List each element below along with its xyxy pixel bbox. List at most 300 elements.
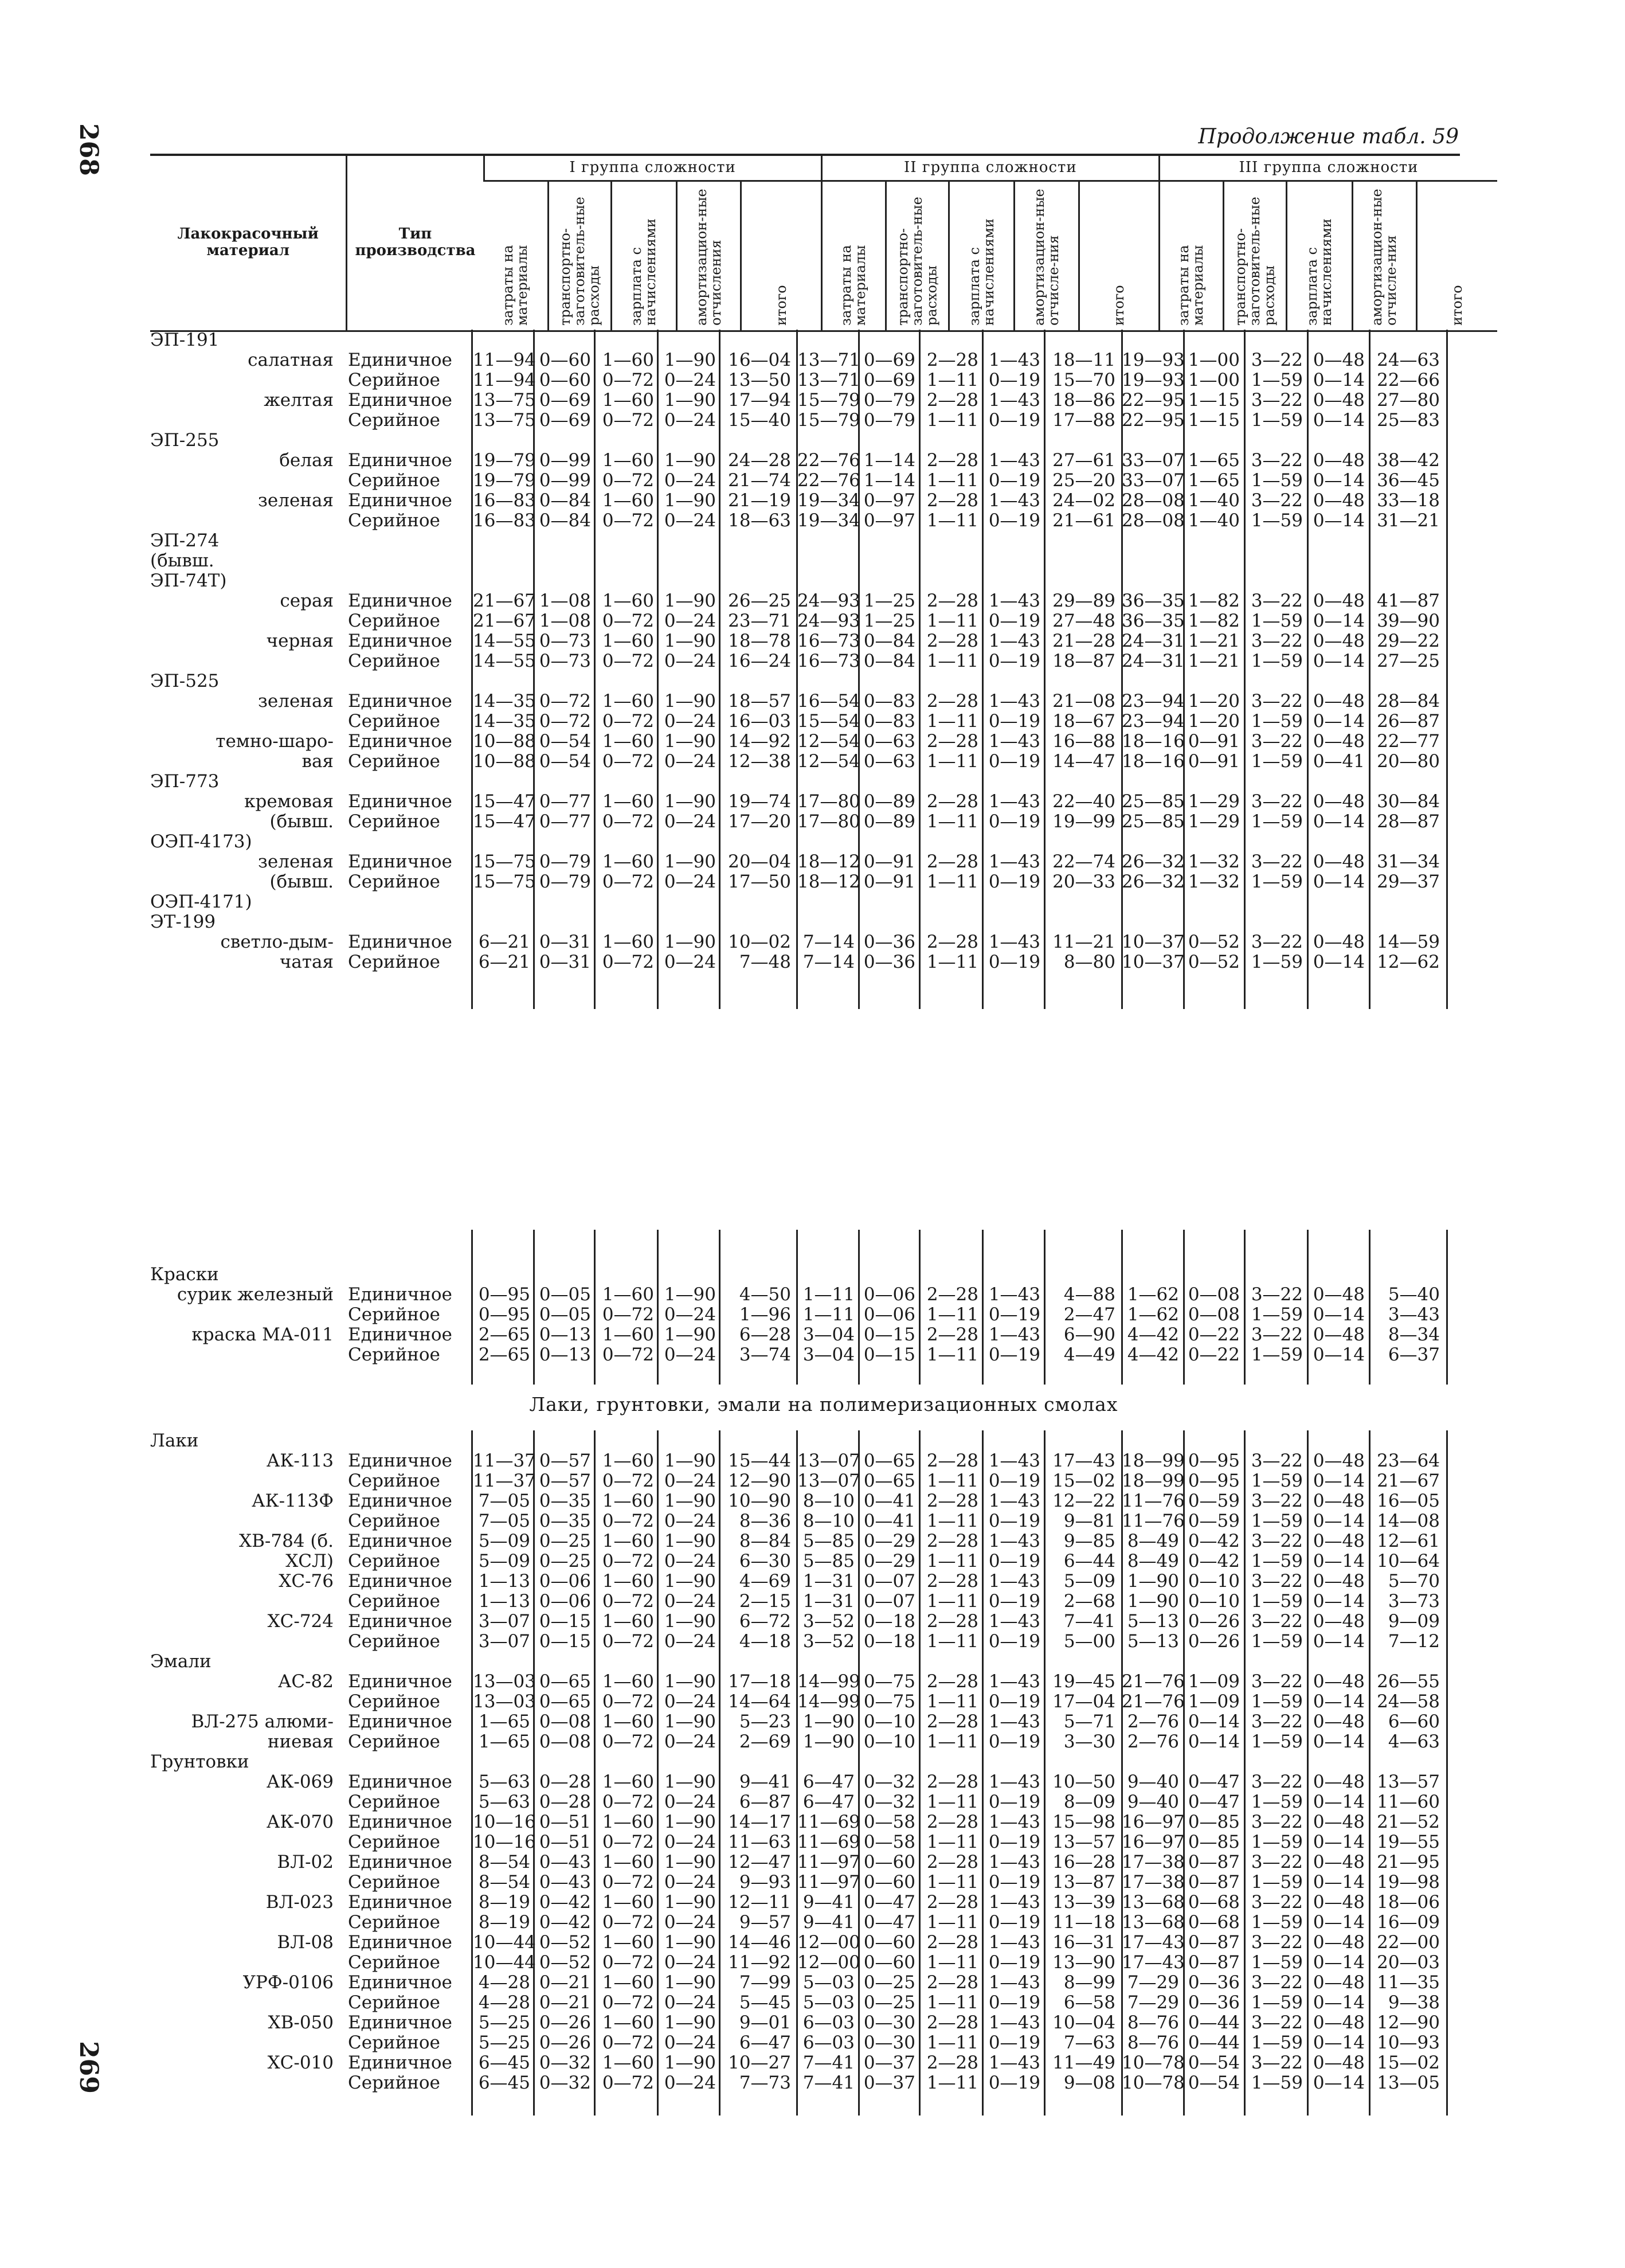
cost-value: 14—08: [1377, 1511, 1440, 1531]
cost-value: 1—43: [988, 1711, 1040, 1732]
cost-value: 0—24: [664, 410, 716, 431]
cost-value: 1—11: [926, 1832, 978, 1852]
cost-value: 3—22: [1251, 1852, 1303, 1872]
cost-value: 23—94: [1122, 691, 1185, 711]
cost-value: 0—22: [1188, 1344, 1240, 1365]
cost-value: 0—14: [1313, 651, 1365, 671]
cost-value: 26—25: [728, 591, 791, 611]
cost-value: 1—59: [1251, 611, 1303, 631]
cost-value: 7—73: [739, 2073, 791, 2093]
cost-value: 0—48: [1313, 1324, 1365, 1345]
cost-value: 0—24: [664, 510, 716, 531]
cost-value: 5—85: [802, 1551, 855, 1571]
cost-value: 8—19: [478, 1912, 530, 1933]
cost-value: 0—48: [1313, 1812, 1365, 1832]
header-subcol: амортизацион-ные отчисле-ния: [1369, 189, 1400, 326]
cost-value: 0—48: [1313, 390, 1365, 410]
production-type: Серийное: [348, 1872, 440, 1892]
cost-value: 0—63: [863, 731, 915, 752]
cost-value: 1—60: [602, 932, 654, 952]
cost-value: 0—97: [863, 510, 915, 531]
cost-value: 0—48: [1313, 1852, 1365, 1872]
table-row: [150, 771, 1497, 791]
table-row: [150, 1691, 1497, 1711]
cost-value: 0—60: [539, 370, 591, 390]
cost-value: 0—72: [602, 751, 654, 772]
cost-value: 28—87: [1377, 811, 1440, 832]
table-row: [150, 1751, 1497, 1772]
table-continuation-caption: Продолжение табл. 59: [1198, 125, 1459, 148]
production-type: Единичное: [348, 932, 452, 952]
cost-value: 24—93: [797, 611, 860, 631]
cost-value: 0—60: [863, 1952, 915, 1973]
cost-value: 0—14: [1313, 611, 1365, 631]
cost-value: 22—66: [1377, 370, 1440, 390]
cost-value: 1—90: [664, 1671, 716, 1692]
cost-value: 1—43: [988, 2052, 1040, 2073]
cost-value: 8—76: [1127, 2032, 1179, 2053]
cost-value: 1—15: [1188, 410, 1240, 431]
cost-value: 0—06: [539, 1591, 591, 1612]
cost-value: 25—85: [1122, 811, 1185, 832]
header-subcol: зарплата с начислениями: [1303, 218, 1335, 326]
cost-value: 29—89: [1052, 591, 1115, 611]
cost-value: 0—19: [988, 1511, 1040, 1531]
cost-value: 10—78: [1122, 2052, 1185, 2073]
cost-value: 8—49: [1127, 1531, 1179, 1551]
cost-value: 0—32: [539, 2052, 591, 2073]
cost-value: 0—52: [539, 1932, 591, 1953]
cost-value: 0—48: [1313, 2052, 1365, 2073]
cost-value: 0—79: [539, 851, 591, 872]
cost-value: 0—51: [539, 1812, 591, 1832]
cost-value: 2—76: [1127, 1731, 1179, 1752]
cost-value: 17—43: [1052, 1450, 1115, 1471]
cost-value: 8—80: [1063, 952, 1115, 972]
cost-value: 0—47: [1188, 1792, 1240, 1812]
cost-value: 15—75: [473, 871, 536, 892]
cost-value: 0—72: [602, 952, 654, 972]
production-type: Единичное: [348, 1972, 452, 1993]
cost-value: 10—88: [473, 731, 536, 752]
cost-value: 0—60: [863, 1852, 915, 1872]
cost-value: 0—91: [863, 851, 915, 872]
cost-value: 21—61: [1052, 510, 1115, 531]
cost-value: 1—11: [802, 1284, 855, 1305]
cost-value: 5—13: [1127, 1631, 1179, 1652]
cost-value: 0—19: [988, 871, 1040, 892]
production-type: Серийное: [348, 1952, 440, 1973]
cost-value: 1—43: [988, 1852, 1040, 1872]
cost-value: 0—59: [1188, 1491, 1240, 1511]
table-row: [150, 350, 1497, 370]
cost-value: 0—83: [863, 711, 915, 732]
cost-value: 1—08: [539, 591, 591, 611]
cost-value: 0—24: [664, 370, 716, 390]
table-row: [150, 330, 1497, 350]
cost-value: 2—47: [1063, 1304, 1115, 1325]
cost-value: 1—60: [602, 1284, 654, 1305]
cost-value: 36—35: [1122, 611, 1185, 631]
cost-value: 0—75: [863, 1691, 915, 1712]
cost-value: 0—06: [863, 1284, 915, 1305]
cost-value: 2—28: [926, 1611, 978, 1632]
production-type: Серийное: [348, 1591, 440, 1612]
cost-value: 0—48: [1313, 731, 1365, 752]
cost-value: 0—36: [863, 952, 915, 972]
cost-value: 0—95: [1188, 1450, 1240, 1471]
cost-value: 0—72: [602, 370, 654, 390]
cost-value: 0—75: [863, 1671, 915, 1692]
cost-value: 15—47: [473, 791, 536, 812]
cost-value: 0—19: [988, 751, 1040, 772]
cost-value: 16—03: [728, 711, 791, 732]
cost-value: 0—68: [1188, 1892, 1240, 1913]
cost-value: 0—48: [1313, 1892, 1365, 1913]
cost-value: 7—99: [739, 1972, 791, 1993]
cost-value: 1—00: [1188, 370, 1240, 390]
cost-value: 1—25: [863, 591, 915, 611]
cost-value: 3—22: [1251, 1972, 1303, 1993]
cost-value: 1—60: [602, 450, 654, 471]
cost-value: 15—44: [728, 1450, 791, 1471]
cost-value: 1—60: [602, 1932, 654, 1953]
cost-value: 1—14: [863, 470, 915, 491]
cost-value: 6—72: [739, 1611, 791, 1632]
cost-value: 0—31: [539, 932, 591, 952]
cost-value: 20—33: [1052, 871, 1115, 892]
cost-value: 0—54: [1188, 2073, 1240, 2093]
production-type: Единичное: [348, 851, 452, 872]
production-type: Серийное: [348, 1551, 440, 1571]
cost-value: 6—47: [802, 1792, 855, 1812]
cost-value: 9—81: [1063, 1511, 1115, 1531]
cost-value: 1—15: [1188, 390, 1240, 410]
table-row: [150, 1264, 1497, 1284]
production-type: Серийное: [348, 1832, 440, 1852]
cost-value: 0—44: [1188, 2032, 1240, 2053]
cost-value: 0—22: [1188, 1324, 1240, 1345]
cost-value: 1—59: [1251, 1832, 1303, 1852]
cost-value: 1—60: [602, 851, 654, 872]
production-type: Единичное: [348, 450, 452, 471]
cost-value: 3—22: [1251, 731, 1303, 752]
cost-value: 0—29: [863, 1531, 915, 1551]
header-subcol: транспортно-заготовитель-ные расходы: [894, 197, 940, 326]
cost-value: 0—83: [863, 691, 915, 711]
table-header: [150, 155, 1497, 332]
cost-value: 16—04: [728, 350, 791, 370]
cost-value: 0—47: [863, 1892, 915, 1913]
cost-value: 0—85: [1188, 1832, 1240, 1852]
cost-value: 28—08: [1122, 490, 1185, 511]
production-type: Серийное: [348, 611, 440, 631]
cost-value: 1—09: [1188, 1691, 1240, 1712]
production-type: Единичное: [348, 1932, 452, 1953]
cost-value: 0—19: [988, 1912, 1040, 1933]
production-type: Единичное: [348, 1772, 452, 1792]
cost-value: 10—37: [1122, 932, 1185, 952]
cost-value: 4—28: [478, 1972, 530, 1993]
material-name: ХС-724: [267, 1611, 334, 1632]
cost-value: 21—28: [1052, 631, 1115, 651]
cost-value: 27—25: [1377, 651, 1440, 671]
cost-value: 12—47: [728, 1852, 791, 1872]
cost-value: 1—90: [664, 1531, 716, 1551]
cost-value: 1—11: [926, 1471, 978, 1491]
cost-value: 11—18: [1052, 1912, 1115, 1933]
cost-value: 9—41: [739, 1772, 791, 1792]
cost-value: 1—60: [602, 1571, 654, 1591]
table-row: [150, 631, 1497, 651]
cost-value: 0—19: [988, 1731, 1040, 1752]
cost-value: 2—28: [926, 1671, 978, 1692]
cost-value: 0—69: [863, 350, 915, 370]
cost-value: 0—87: [1188, 1932, 1240, 1953]
cost-value: 1—59: [1251, 751, 1303, 772]
cost-value: 18—78: [728, 631, 791, 651]
cost-value: 0—48: [1313, 791, 1365, 812]
table-row: [150, 450, 1497, 470]
cost-value: 2—28: [926, 731, 978, 752]
cost-value: 0—58: [863, 1812, 915, 1832]
cost-value: 4—28: [478, 1992, 530, 2013]
cost-value: 0—73: [539, 651, 591, 671]
cost-value: 1—59: [1251, 1591, 1303, 1612]
cost-value: 2—69: [739, 1731, 791, 1752]
cost-value: 8—19: [478, 1892, 530, 1913]
cost-value: 1—21: [1188, 631, 1240, 651]
cost-value: 11—94: [473, 370, 536, 390]
cost-value: 1—59: [1251, 1511, 1303, 1531]
cost-value: 1—32: [1188, 851, 1240, 872]
table-row: [150, 711, 1497, 731]
cost-value: 0—79: [539, 871, 591, 892]
cost-value: 2—28: [926, 1284, 978, 1305]
cost-value: 17—80: [797, 811, 860, 832]
cost-value: 0—87: [1188, 1872, 1240, 1892]
cost-value: 0—59: [1188, 1511, 1240, 1531]
cost-value: 6—30: [739, 1551, 791, 1571]
cost-value: 17—04: [1052, 1691, 1115, 1712]
cost-value: 0—97: [863, 490, 915, 511]
table-row: [150, 2032, 1497, 2052]
production-type: Единичное: [348, 791, 452, 812]
cost-value: 0—52: [539, 1952, 591, 1973]
cost-value: 18—86: [1052, 390, 1115, 410]
cost-value: 6—21: [478, 952, 530, 972]
cost-value: 9—40: [1127, 1772, 1179, 1792]
cost-value: 18—12: [797, 851, 860, 872]
table-body-section-2: [150, 1230, 1497, 1385]
production-type: Серийное: [348, 470, 440, 491]
production-type: Единичное: [348, 1812, 452, 1832]
cost-value: 0—63: [863, 751, 915, 772]
cost-value: 0—72: [602, 1471, 654, 1491]
cost-value: 16—97: [1122, 1812, 1185, 1832]
cost-value: 0—14: [1313, 510, 1365, 531]
cost-value: 13—87: [1052, 1872, 1115, 1892]
cost-value: 21—74: [728, 470, 791, 491]
material-name: (бывш.: [150, 550, 214, 571]
cost-value: 2—28: [926, 791, 978, 812]
cost-value: 0—84: [863, 631, 915, 651]
cost-value: 0—84: [863, 651, 915, 671]
table-row: [150, 370, 1497, 390]
cost-value: 0—15: [539, 1631, 591, 1652]
cost-value: 18—99: [1122, 1450, 1185, 1471]
cost-value: 0—69: [539, 410, 591, 431]
cost-value: 1—43: [988, 1972, 1040, 1993]
cost-value: 0—72: [602, 2032, 654, 2053]
table-row: [150, 851, 1497, 871]
cost-value: 1—13: [478, 1591, 530, 1612]
cost-value: 1—62: [1127, 1304, 1179, 1325]
cost-value: 11—69: [797, 1832, 860, 1852]
cost-value: 0—24: [664, 470, 716, 491]
cost-value: 0—69: [539, 390, 591, 410]
cost-value: 0—51: [539, 1832, 591, 1852]
material-name: АК-113: [266, 1450, 334, 1471]
cost-value: 0—48: [1313, 932, 1365, 952]
cost-value: 1—11: [926, 711, 978, 732]
cost-value: 5—25: [478, 2012, 530, 2033]
table-row: [150, 912, 1497, 932]
cost-value: 7—29: [1127, 1992, 1179, 2013]
cost-value: 1—43: [988, 450, 1040, 471]
cost-value: 1—11: [926, 1511, 978, 1531]
cost-value: 0—52: [1188, 932, 1240, 952]
cost-value: 1—11: [926, 811, 978, 832]
cost-value: 16—31: [1052, 1932, 1115, 1953]
cost-value: 0—48: [1313, 1571, 1365, 1591]
cost-value: 0—72: [602, 811, 654, 832]
cost-value: 0—41: [863, 1491, 915, 1511]
cost-value: 2—28: [926, 1772, 978, 1792]
cost-value: 9—41: [802, 1912, 855, 1933]
cost-value: 0—24: [664, 1631, 716, 1652]
cost-value: 14—47: [1052, 751, 1115, 772]
cost-value: 3—22: [1251, 1284, 1303, 1305]
cost-value: 0—72: [602, 651, 654, 671]
cost-value: 1—43: [988, 791, 1040, 812]
cost-value: 18—06: [1377, 1892, 1440, 1913]
cost-value: 1—90: [664, 731, 716, 752]
cost-value: 0—48: [1313, 1932, 1365, 1953]
table-row: [150, 591, 1497, 611]
cost-value: 1—82: [1188, 611, 1240, 631]
header-subcol: зарплата с начислениями: [628, 218, 659, 326]
header-group-3: III группа сложности: [1160, 155, 1498, 181]
cost-value: 0—05: [539, 1304, 591, 1325]
cost-value: 27—61: [1052, 450, 1115, 471]
cost-value: 17—43: [1122, 1932, 1185, 1953]
cost-value: 39—90: [1377, 611, 1440, 631]
cost-value: 1—43: [988, 851, 1040, 872]
cost-value: 17—20: [728, 811, 791, 832]
cost-value: 1—59: [1251, 1992, 1303, 2013]
cost-value: 4—69: [739, 1571, 791, 1591]
cost-value: 3—22: [1251, 1571, 1303, 1591]
cost-value: 7—12: [1388, 1631, 1440, 1652]
header-subcol: итого: [1110, 285, 1127, 326]
cost-value: 3—22: [1251, 791, 1303, 812]
table-row: [150, 891, 1497, 912]
cost-value: 14—99: [797, 1691, 860, 1712]
table-row: [150, 1324, 1497, 1344]
cost-value: 6—03: [802, 2032, 855, 2053]
cost-value: 3—74: [739, 1344, 791, 1365]
cost-value: 2—28: [926, 1450, 978, 1471]
cost-value: 0—14: [1313, 1344, 1365, 1365]
cost-value: 14—64: [728, 1691, 791, 1712]
cost-value: 1—11: [926, 1591, 978, 1612]
cost-value: 0—15: [539, 1611, 591, 1632]
material-name: ХС-76: [279, 1571, 334, 1591]
cost-value: 1—11: [926, 510, 978, 531]
cost-value: 38—42: [1377, 450, 1440, 471]
cost-value: 1—21: [1188, 651, 1240, 671]
table-row: [150, 1952, 1497, 1972]
cost-value: 1—60: [602, 1611, 654, 1632]
cost-value: 16—73: [797, 651, 860, 671]
cost-value: 18—87: [1052, 651, 1115, 671]
production-type: Серийное: [348, 370, 440, 390]
material-name: Лаки: [150, 1430, 199, 1451]
cost-value: 2—28: [926, 1892, 978, 1913]
cost-value: 10—93: [1377, 2032, 1440, 2053]
header-subcol: зарплата с начислениями: [966, 218, 997, 326]
table-row: [150, 1812, 1497, 1832]
cost-value: 21—67: [473, 591, 536, 611]
cost-value: 5—09: [478, 1531, 530, 1551]
cost-value: 1—11: [926, 1731, 978, 1752]
cost-value: 0—14: [1313, 1912, 1365, 1933]
cost-value: 1—32: [1188, 871, 1240, 892]
cost-value: 0—19: [988, 1631, 1040, 1652]
table-row: [150, 1731, 1497, 1751]
cost-value: 25—85: [1122, 791, 1185, 812]
cost-value: 0—14: [1313, 1792, 1365, 1812]
cost-value: 0—19: [988, 470, 1040, 491]
cost-value: 0—14: [1313, 1471, 1365, 1491]
cost-value: 6—03: [802, 2012, 855, 2033]
cost-value: 12—54: [797, 731, 860, 752]
cost-value: 1—59: [1251, 711, 1303, 732]
material-name: сурик железный: [177, 1284, 334, 1305]
production-type: Серийное: [348, 1731, 440, 1752]
cost-value: 1—60: [602, 1972, 654, 1993]
cost-value: 1—43: [988, 1611, 1040, 1632]
cost-value: 33—07: [1122, 450, 1185, 471]
cost-value: 13—05: [1377, 2073, 1440, 2093]
cost-value: 0—14: [1313, 1631, 1365, 1652]
cost-value: 1—43: [988, 2012, 1040, 2033]
cost-value: 1—43: [988, 1671, 1040, 1692]
table-row: [150, 831, 1497, 851]
cost-value: 0—57: [539, 1471, 591, 1491]
cost-value: 28—08: [1122, 510, 1185, 531]
cost-value: 22—77: [1377, 731, 1440, 752]
cost-value: 1—59: [1251, 1912, 1303, 1933]
material-name: АК-069: [266, 1772, 334, 1792]
cost-value: 13—39: [1052, 1892, 1115, 1913]
cost-value: 1—31: [802, 1571, 855, 1591]
cost-value: 24—28: [728, 450, 791, 471]
header-subcol: затраты на материалы: [1176, 245, 1207, 326]
cost-value: 0—72: [602, 510, 654, 531]
cost-value: 0—26: [1188, 1631, 1240, 1652]
